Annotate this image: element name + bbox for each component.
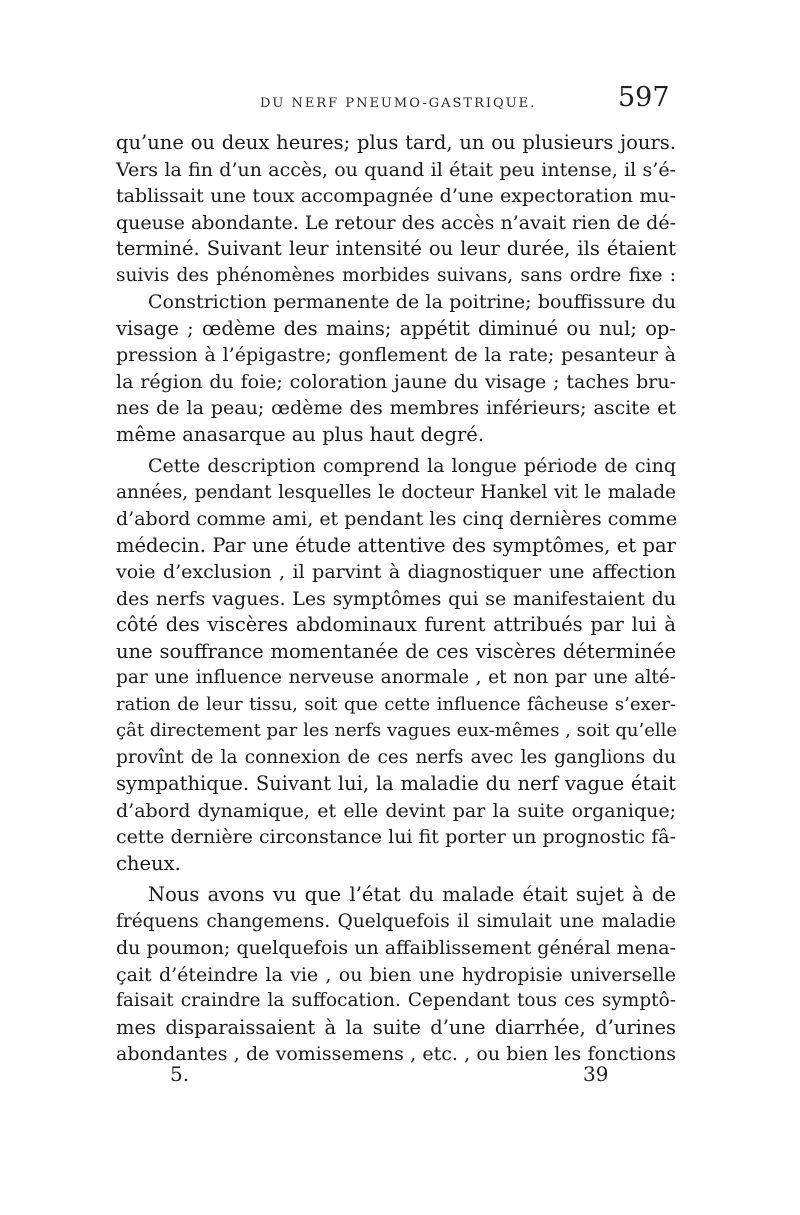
text-line: Vers la fin d’un accès, ou quand il était peu intense, il s’é- <box>116 158 676 181</box>
text-line: nes de la peau; œdème des membres inférieurs; ascite et <box>116 397 676 419</box>
text-line: cheux. <box>116 851 181 875</box>
text-line: d’abord dynamique, et elle devint par la suite organique; <box>116 799 676 822</box>
text-line: queuse abondante. Le retour des accès n’avait rien de dé- <box>116 211 676 234</box>
text-line: voie d’exclusion , il parvint à diagnostiquer une affection <box>116 561 676 583</box>
text-line: çât directement par les nerfs vagues eux-mêmes , soit qu’elle <box>116 720 678 741</box>
text-line: çait d’éteindre la vie , ou bien une hydropisie universelle <box>116 963 676 986</box>
text-line: cette dernière circonstance lui fit porter un prognostic fâ- <box>116 826 676 848</box>
text-line: par une influence nerveuse anormale , et non par une alté- <box>116 667 676 688</box>
text-line: médecin. Par une étude attentive des symptômes, et par <box>116 533 676 557</box>
text-line: pression à l’épigastre; gonflement de la rate; pesanteur à <box>116 344 676 366</box>
text-line: mes disparaissaient à la suite d’une diarrhée, d’urines <box>116 1015 676 1039</box>
text-line: provînt de la connexion de ces nerfs avec les ganglions du <box>116 746 676 768</box>
text-line: du poumon; quelquefois un affaiblissement général mena- <box>116 937 676 959</box>
text-line: ration de leur tissu, soit que cette influence fâcheuse s’exer- <box>116 693 676 715</box>
text-line: Nous avons vu que l’état du malade était sujet à de <box>148 883 676 906</box>
running-title: DU NERF PNEUMO-GASTRIQUE. <box>260 96 537 111</box>
text-line: une souffrance momentanée de ces viscères déterminée <box>116 639 676 663</box>
text-line: la région du foie; coloration jaune du visage ; taches bru- <box>116 370 676 393</box>
text-line: d’abord comme ami, et pendant les cinq dernières comme <box>116 508 678 530</box>
text-line: même anasarque au plus haut degré. <box>116 422 485 446</box>
page-number: 597 <box>618 82 670 113</box>
text-line: des nerfs vagues. Les symptômes qui se manifestaient du <box>116 587 676 610</box>
text-line: tablissait une toux accompagnée d’une expectoration mu- <box>116 185 676 207</box>
text-line: abondantes , de vomissemens , etc. , ou bien les fonctions <box>116 1043 676 1065</box>
text-line: fréquens changemens. Quelquefois il simulait une maladie <box>116 910 676 932</box>
text-line: qu’une ou deux heures; plus tard, un ou plusieurs jours. <box>116 131 676 154</box>
text-line: années, pendant lesquelles le docteur Hankel vit le malade <box>116 481 676 503</box>
text-line: Cette description comprend la longue période de cinq <box>148 455 676 477</box>
text-line: terminé. Suivant leur intensité ou leur durée, ils étaient <box>116 237 676 260</box>
text-line: Constriction permanente de la poitrine; bouffissure du <box>148 291 676 313</box>
text-line: sympathique. Suivant lui, la maladie du nerf vague était <box>116 772 676 795</box>
text-line: faisait craindre la suffocation. Cependant tous ces symptô- <box>116 990 676 1011</box>
signature-mark: 5. <box>170 1062 190 1086</box>
text-line: visage ; œdème des mains; appétit diminué ou nul; op- <box>116 316 676 340</box>
text-line: côté des viscères abdominaux furent attribués par lui à <box>116 613 676 636</box>
text-line: suivis des phénomènes morbides suivans, sans ordre fixe : <box>116 264 676 286</box>
gathering-number: 39 <box>583 1062 609 1086</box>
body-text <box>116 130 676 1068</box>
